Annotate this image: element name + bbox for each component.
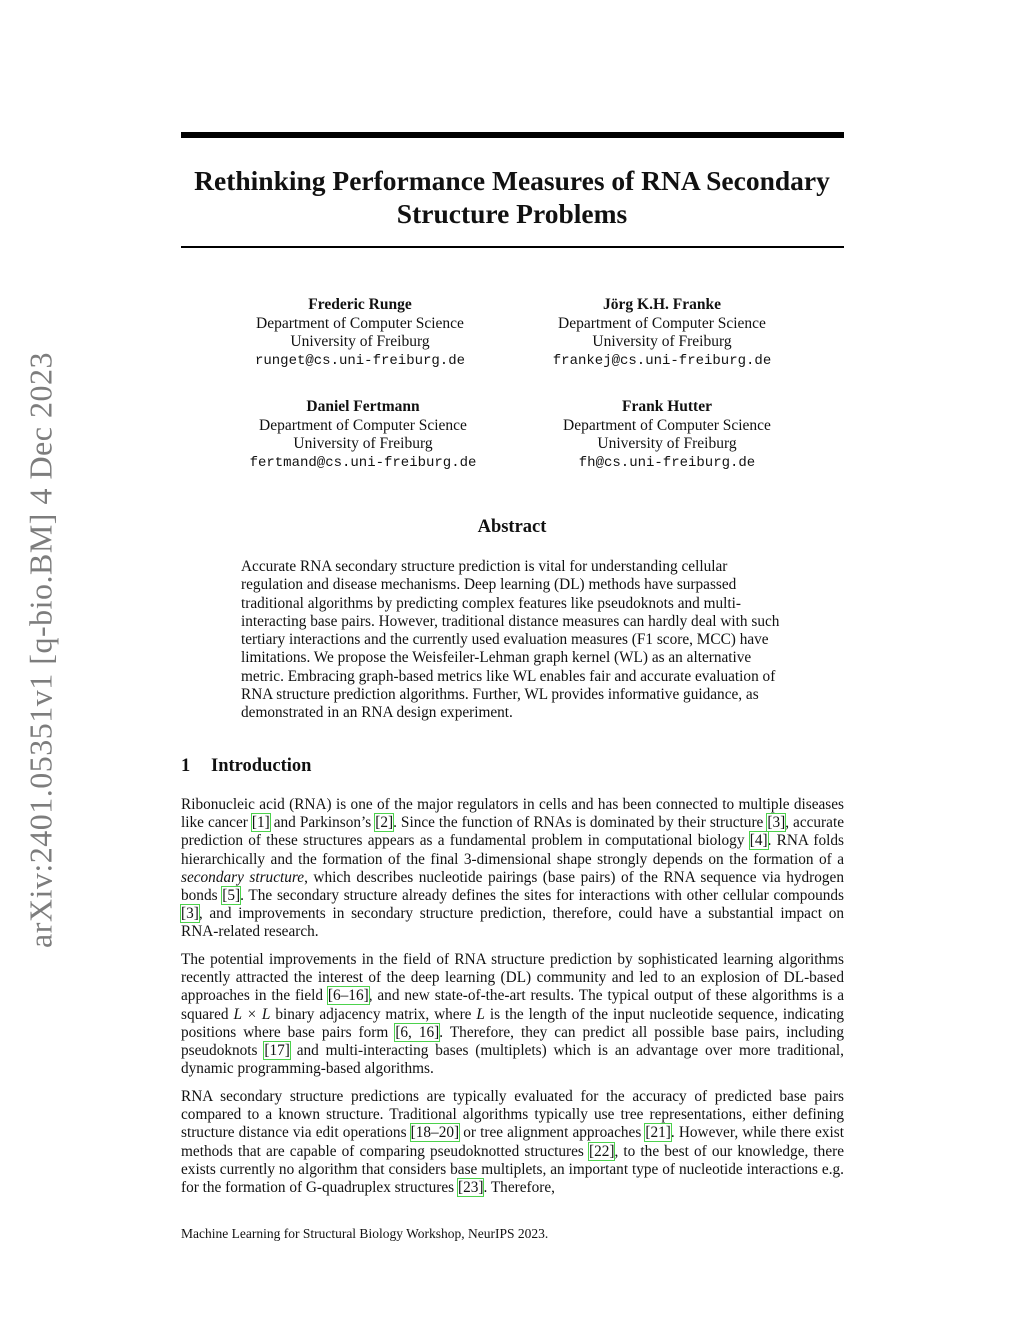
- citation-link[interactable]: [3]: [181, 905, 199, 923]
- citation-link[interactable]: [22]: [588, 1142, 615, 1160]
- citation-link[interactable]: [21]: [645, 1124, 671, 1142]
- intro-paragraph: RNA secondary structure predictions are typically evaluated for the accuracy of predicted base pairs compared to a known structure. Traditional algorithms typically use tree representations, either defining structure distance via edit operations [18–20] or tree alignment approaches [21]. However, while there exist methods that are capable of comparing pseudoknotted structures [22], to the best of our knowledge, there exists currently no algorithm that considers base multiplets, an important type of nucleotide interactions e.g. for the formation of G-quadruplex structures [23]. Therefore,: [181, 1088, 845, 1197]
- author-name: Jörg K.H. Franke: [603, 296, 721, 313]
- author-block: [210, 296, 510, 370]
- citation-link[interactable]: [1]: [251, 814, 270, 832]
- author-email: fh@cs.uni-freiburg.de: [578, 454, 756, 471]
- citation-link[interactable]: [6, 16]: [395, 1023, 440, 1041]
- intro-paragraph: The potential improvements in the field of RNA structure prediction by sophisticated learning algorithms recently attracted the interest of the deep learning (DL) community and led to an explosion of DL-based approaches in the field [6–16], and new state-of-the-art results. The typical output of these algorithms is a squared L × L binary adjacency matrix, where L is the length of the input nucleotide sequence, indicating positions where base pairs form [6, 16]. Therefore, they can predict all possible base pairs, including pseudoknots [17] and multi-interacting bases (multiplets) which is an advantage over more traditional, dynamic programming-based algorithms.: [181, 951, 844, 1078]
- emphasized-text: L × L: [233, 1005, 271, 1023]
- abstract-heading: Abstract: [477, 517, 547, 537]
- citation-link[interactable]: [5]: [222, 887, 241, 905]
- citation-link[interactable]: [3]: [767, 814, 786, 832]
- citation-link[interactable]: [4]: [749, 832, 768, 850]
- title-top-rule: [181, 132, 844, 138]
- author-name: Daniel Fertmann: [306, 398, 420, 415]
- emphasized-text: L: [476, 1005, 485, 1023]
- citation-link[interactable]: [17]: [264, 1042, 290, 1060]
- abstract-text: Accurate RNA secondary structure prediction is vital for understanding cellular regulation and disease mechanisms. Deep learning (DL) methods have surpassed traditional algorithms by predicting complex features like pseudoknots and multi-interacting base pairs. However, traditional distance measures can hardly deal with such tertiary interactions and the currently used evaluation measures (F1 score, MCC) have limitations. We propose the Weisfeiler-Lehman graph kernel (WL) as an alternative metric. Embracing graph-based metrics like WL enables fair and accurate evaluation of RNA structure prediction algorithms. Further, WL provides informative guidance, as demonstrated in an RNA design experiment.: [241, 558, 780, 722]
- author-block: [517, 398, 817, 472]
- author-department: Department of Computer Science: [256, 314, 464, 332]
- section-number: 1: [181, 756, 191, 776]
- author-email: runget@cs.uni-freiburg.de: [254, 352, 466, 369]
- author-department: Department of Computer Science: [259, 416, 467, 434]
- author-name: Frederic Runge: [308, 296, 412, 313]
- section-title: Introduction: [211, 756, 312, 776]
- citation-link[interactable]: [2]: [375, 814, 394, 832]
- author-block: [512, 296, 812, 370]
- citation-link[interactable]: [18–20]: [410, 1124, 460, 1142]
- citation-link[interactable]: [23]: [457, 1179, 484, 1197]
- author-department: Department of Computer Science: [558, 314, 766, 332]
- author-department: Department of Computer Science: [563, 416, 771, 434]
- author-university: University of Freiburg: [290, 333, 430, 350]
- paper-title: Rethinking Performance Measures of RNA Secondary Structure Problems: [194, 165, 830, 229]
- author-university: University of Freiburg: [293, 435, 433, 452]
- author-university: University of Freiburg: [597, 435, 737, 452]
- emphasized-text: secondary structure: [181, 868, 305, 886]
- title-bottom-rule: [181, 246, 844, 248]
- section-heading: [181, 756, 311, 777]
- arxiv-identifier-stamp: arXiv:2401.05351v1 [q-bio.BM] 4 Dec 2023: [22, 352, 59, 948]
- venue-footer: Machine Learning for Structural Biology Workshop, NeurIPS 2023.: [181, 1226, 549, 1241]
- citation-link[interactable]: [6–16]: [327, 987, 369, 1005]
- author-block: [213, 398, 513, 472]
- author-name: Frank Hutter: [622, 398, 712, 415]
- intro-paragraph: Ribonucleic acid (RNA) is one of the major regulators in cells and has been connected to multiple diseases like cancer [1] and Parkinson’s [2]. Since the function of RNAs is dominated by their structure [3], accurate prediction of these structures appears as a fundamental problem in computational biology [4]. RNA folds hierarchically and the formation of the final 3-dimensional shape strongly depends on the formation of a secondary structure, which describes nucleotide pairings (base pairs) of the RNA sequence via hydrogen bonds [5]. The secondary structure already defines the sites for interactions with other cellular compounds [3], and improvements in secondary structure prediction, therefore, could have a substantial impact on RNA-related research.: [181, 796, 844, 941]
- author-email: frankej@cs.uni-freiburg.de: [552, 352, 772, 369]
- author-university: University of Freiburg: [592, 333, 732, 350]
- author-email: fertmand@cs.uni-freiburg.de: [249, 454, 477, 471]
